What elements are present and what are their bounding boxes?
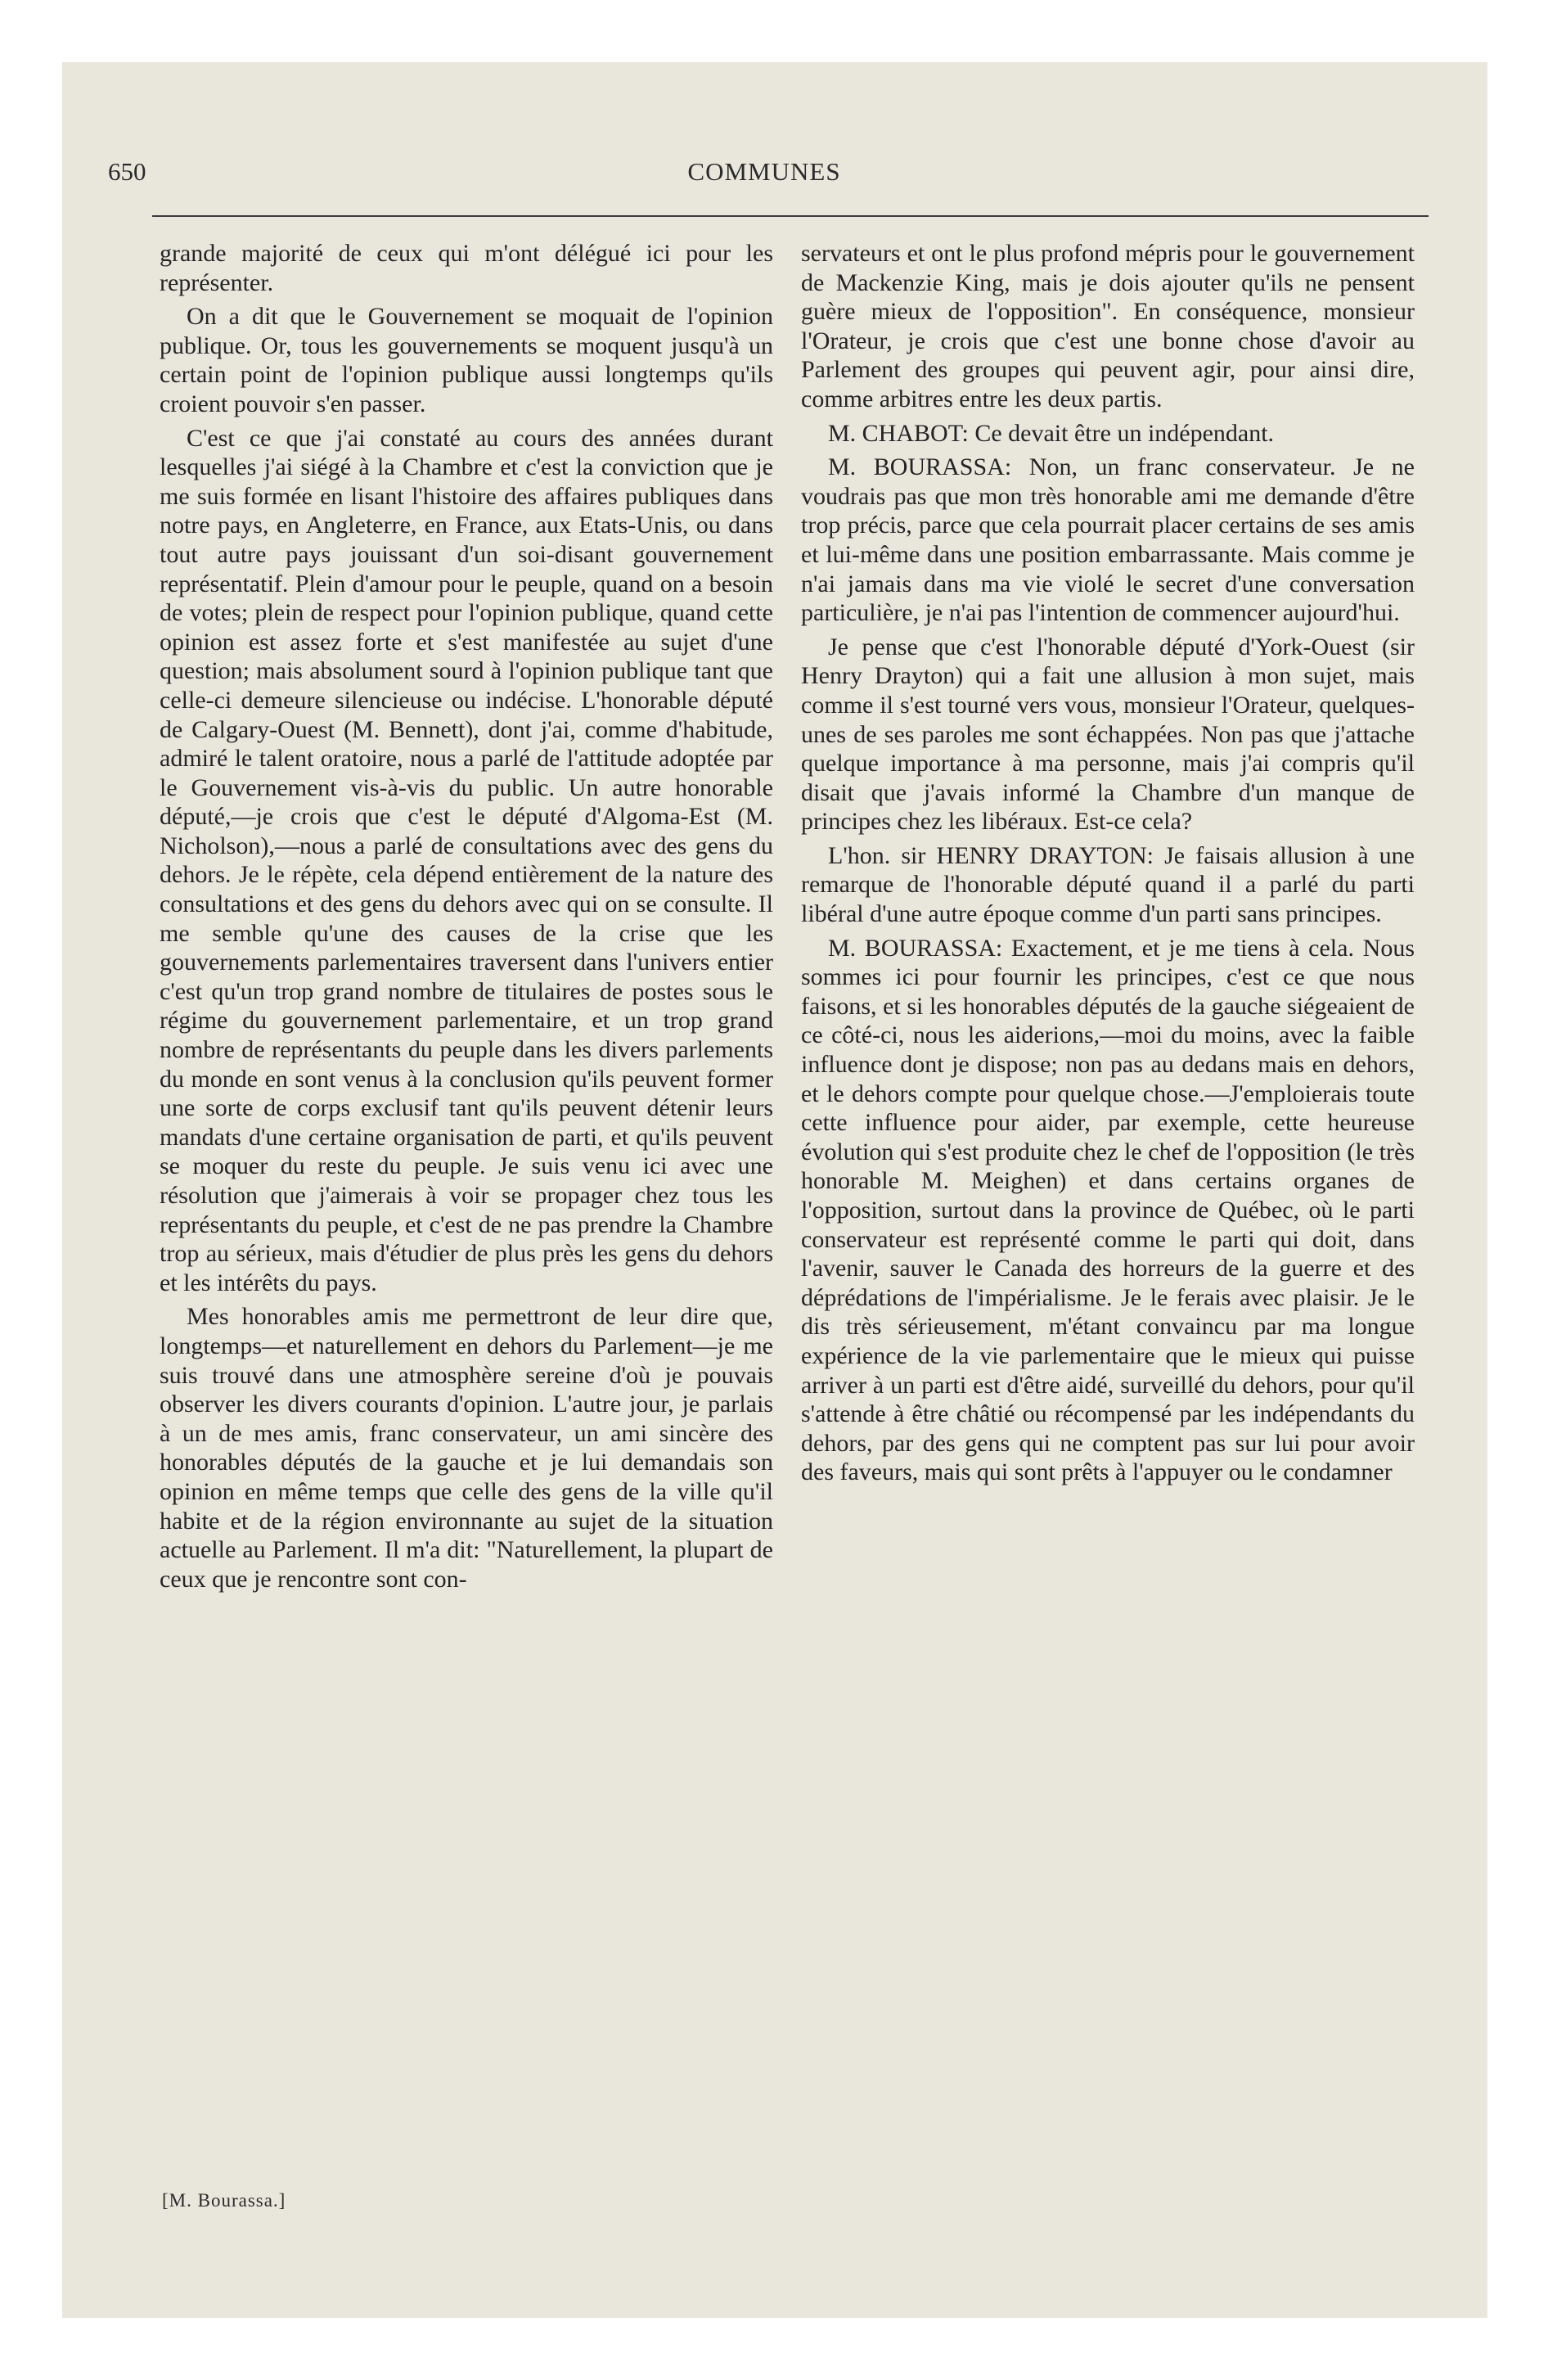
left-paragraph-4: Mes honorables amis me permettront de leur dire que, longtemps—et naturellement en dehors du Parlement—je me suis trouvé dans une atmosphère sereine d'où je pouvais observer les divers courants d'opinion. L'autre jour, je parlais à un de mes amis, franc conservateur, un ami sincère des honorables députés de la gauche et je lui demandais son opinion en même temps que celle des gens de la ville qu'il habite et de la région environnante au sujet de la situation actuelle au Parlement. Il m'a dit: "Naturellement, la plupart de ceux que je rencontre sont con- [160, 1303, 773, 1593]
right-paragraph-1: servateurs et ont le plus profond mépris pour le gouvernement de Mackenzie King, mais je dois ajouter qu'ils ne pensent guère mieux de l'opposition". En conséquence, monsieur l'Orateur, je crois que c'est une bonne chose d'avoir au Parlement des groupes qui peuvent agir, pour ainsi dire, comme arbitres entre les deux partis. [801, 240, 1415, 412]
right-column [801, 239, 1415, 2187]
right-paragraph-4: Je pense que c'est l'honorable député d'York-Ouest (sir Henry Drayton) qui a fait une allusion à mon sujet, mais comme il s'est tourné vers vous, monsieur l'Orateur, quelques-unes de ses paroles me sont échappées. Non pas que j'attache quelque importance à ma personne, mais j'ai compris qu'il disait que j'avais informé la Chambre d'un manque de principes chez les libéraux. Est-ce cela? [801, 633, 1415, 836]
left-paragraph-1: grande majorité de ceux qui m'ont délégué ici pour les représenter. [160, 240, 773, 296]
header-rule [152, 215, 1429, 217]
running-head: COMMUNES [687, 157, 841, 186]
left-column [160, 239, 773, 2187]
left-paragraph-2: On a dit que le Gouvernement se moquait de l'opinion publique. Or, tous les gouvernements se moquent jusqu'à un certain point de l'opinion publique aussi longtemps qu'ils croient pouvoir s'en passer. [160, 303, 773, 417]
page-header [108, 157, 1420, 192]
right-paragraph-5: L'hon. sir HENRY DRAYTON: Je faisais allusion à une remarque de l'honorable député quand il a parlé du parti libéral d'une autre époque comme d'un parti sans principes. [801, 841, 1415, 928]
right-paragraph-2: M. CHABOT: Ce devait être un indépendant. [828, 419, 1275, 447]
speaker-footer-tag: [M. Bourassa.] [162, 2190, 286, 2211]
right-paragraph-6: M. BOURASSA: Exactement, et je me tiens à cela. Nous sommes ici pour fournir les principes, c'est ce que nous faisons, et si les honorables députés de la gauche siégeaient de ce côté-ci, nous les aiderions,—moi du moins, avec la faible influence dont je dispose; non pas au dedans mais en dehors, et le dehors compte pour quelque chose.—J'emploierais toute cette influence pour aider, par exemple, cette heureuse évolution qui s'est produite chez le chef de l'opposition (le très honorable M. Meighen) et dans certains organes de l'opposition, surtout dans la province de Québec, où le parti conservateur est représenté comme le parti qui doit, dans l'avenir, sauver le Canada des horreurs de la guerre et des déprédations de l'impérialisme. Je le ferais avec plaisir. Je le dis très sérieusement, m'étant convaincu par ma longue expérience de la vie parlementaire que le mieux qui puisse arriver à un parti est d'être aidé, surveillé du dehors, pour qu'il s'attende à être châtié ou récompensé par les indépendants du dehors, par des gens qui ne comptent pas sur lui pour avoir des faveurs, mais qui sont prêts à l'appuyer ou le condamner [801, 934, 1415, 1486]
page-number: 650 [108, 157, 146, 186]
right-paragraph-3: M. BOURASSA: Non, un franc conservateur. Je ne voudrais pas que mon très honorable ami me demande d'être trop précis, parce que cela pourrait placer certains de ses amis et lui-même dans une position embarrassante. Mais comme je n'ai jamais dans ma vie violé le secret d'une conversation particulière, je n'ai pas l'intention de commencer aujourd'hui. [801, 453, 1415, 627]
left-paragraph-3: C'est ce que j'ai constaté au cours des années durant lesquelles j'ai siégé à la Chambre et c'est la conviction que je me suis formée en lisant l'histoire des affaires publiques dans notre pays, en Angleterre, en France, aux Etats-Unis, ou dans tout autre pays jouissant d'un soi-disant gouvernement représentatif. Plein d'amour pour le peuple, quand on a besoin de votes; plein de respect pour l'opinion publique, quand cette opinion est assez forte et s'est manifestée au sujet d'une question; mais absolument sourd à l'opinion publique tant que celle-ci demeure silencieuse ou indécise. L'honorable député de Calgary-Ouest (M. Bennett), dont j'ai, comme d'habitude, admiré le talent oratoire, nous a parlé de l'attitude adoptée par le Gouvernement vis-à-vis du public. Un autre honorable député,—je crois que c'est le député d'Algoma-Est (M. Nicholson),—nous a parlé de consultations avec des gens du dehors. Je le répète, cela dépend entièrement de la nature des consultations et des gens du dehors avec qui on se consulte. Il me semble qu'une des causes de la crise que les gouvernements parlementaires traversent dans l'univers entier c'est qu'un trop grand nombre de titulaires de postes sous le régime du gouvernement parlementaire, et un trop grand nombre de représentants du peuple dans les divers parlements du monde en sont venus à la conclusion qu'ils peuvent former une sorte de corps exclusif tant qu'ils peuvent détenir leurs mandats d'une certaine organisation de parti, et qu'ils peuvent se moquer du reste du peuple. Je suis venu ici avec une résolution que j'aimerais à voir se propager chez tous les représentants du peuple, et c'est de ne pas prendre la Chambre trop au sérieux, mais d'étudier de plus près les gens du dehors et les intérêts du pays. [160, 424, 773, 1296]
